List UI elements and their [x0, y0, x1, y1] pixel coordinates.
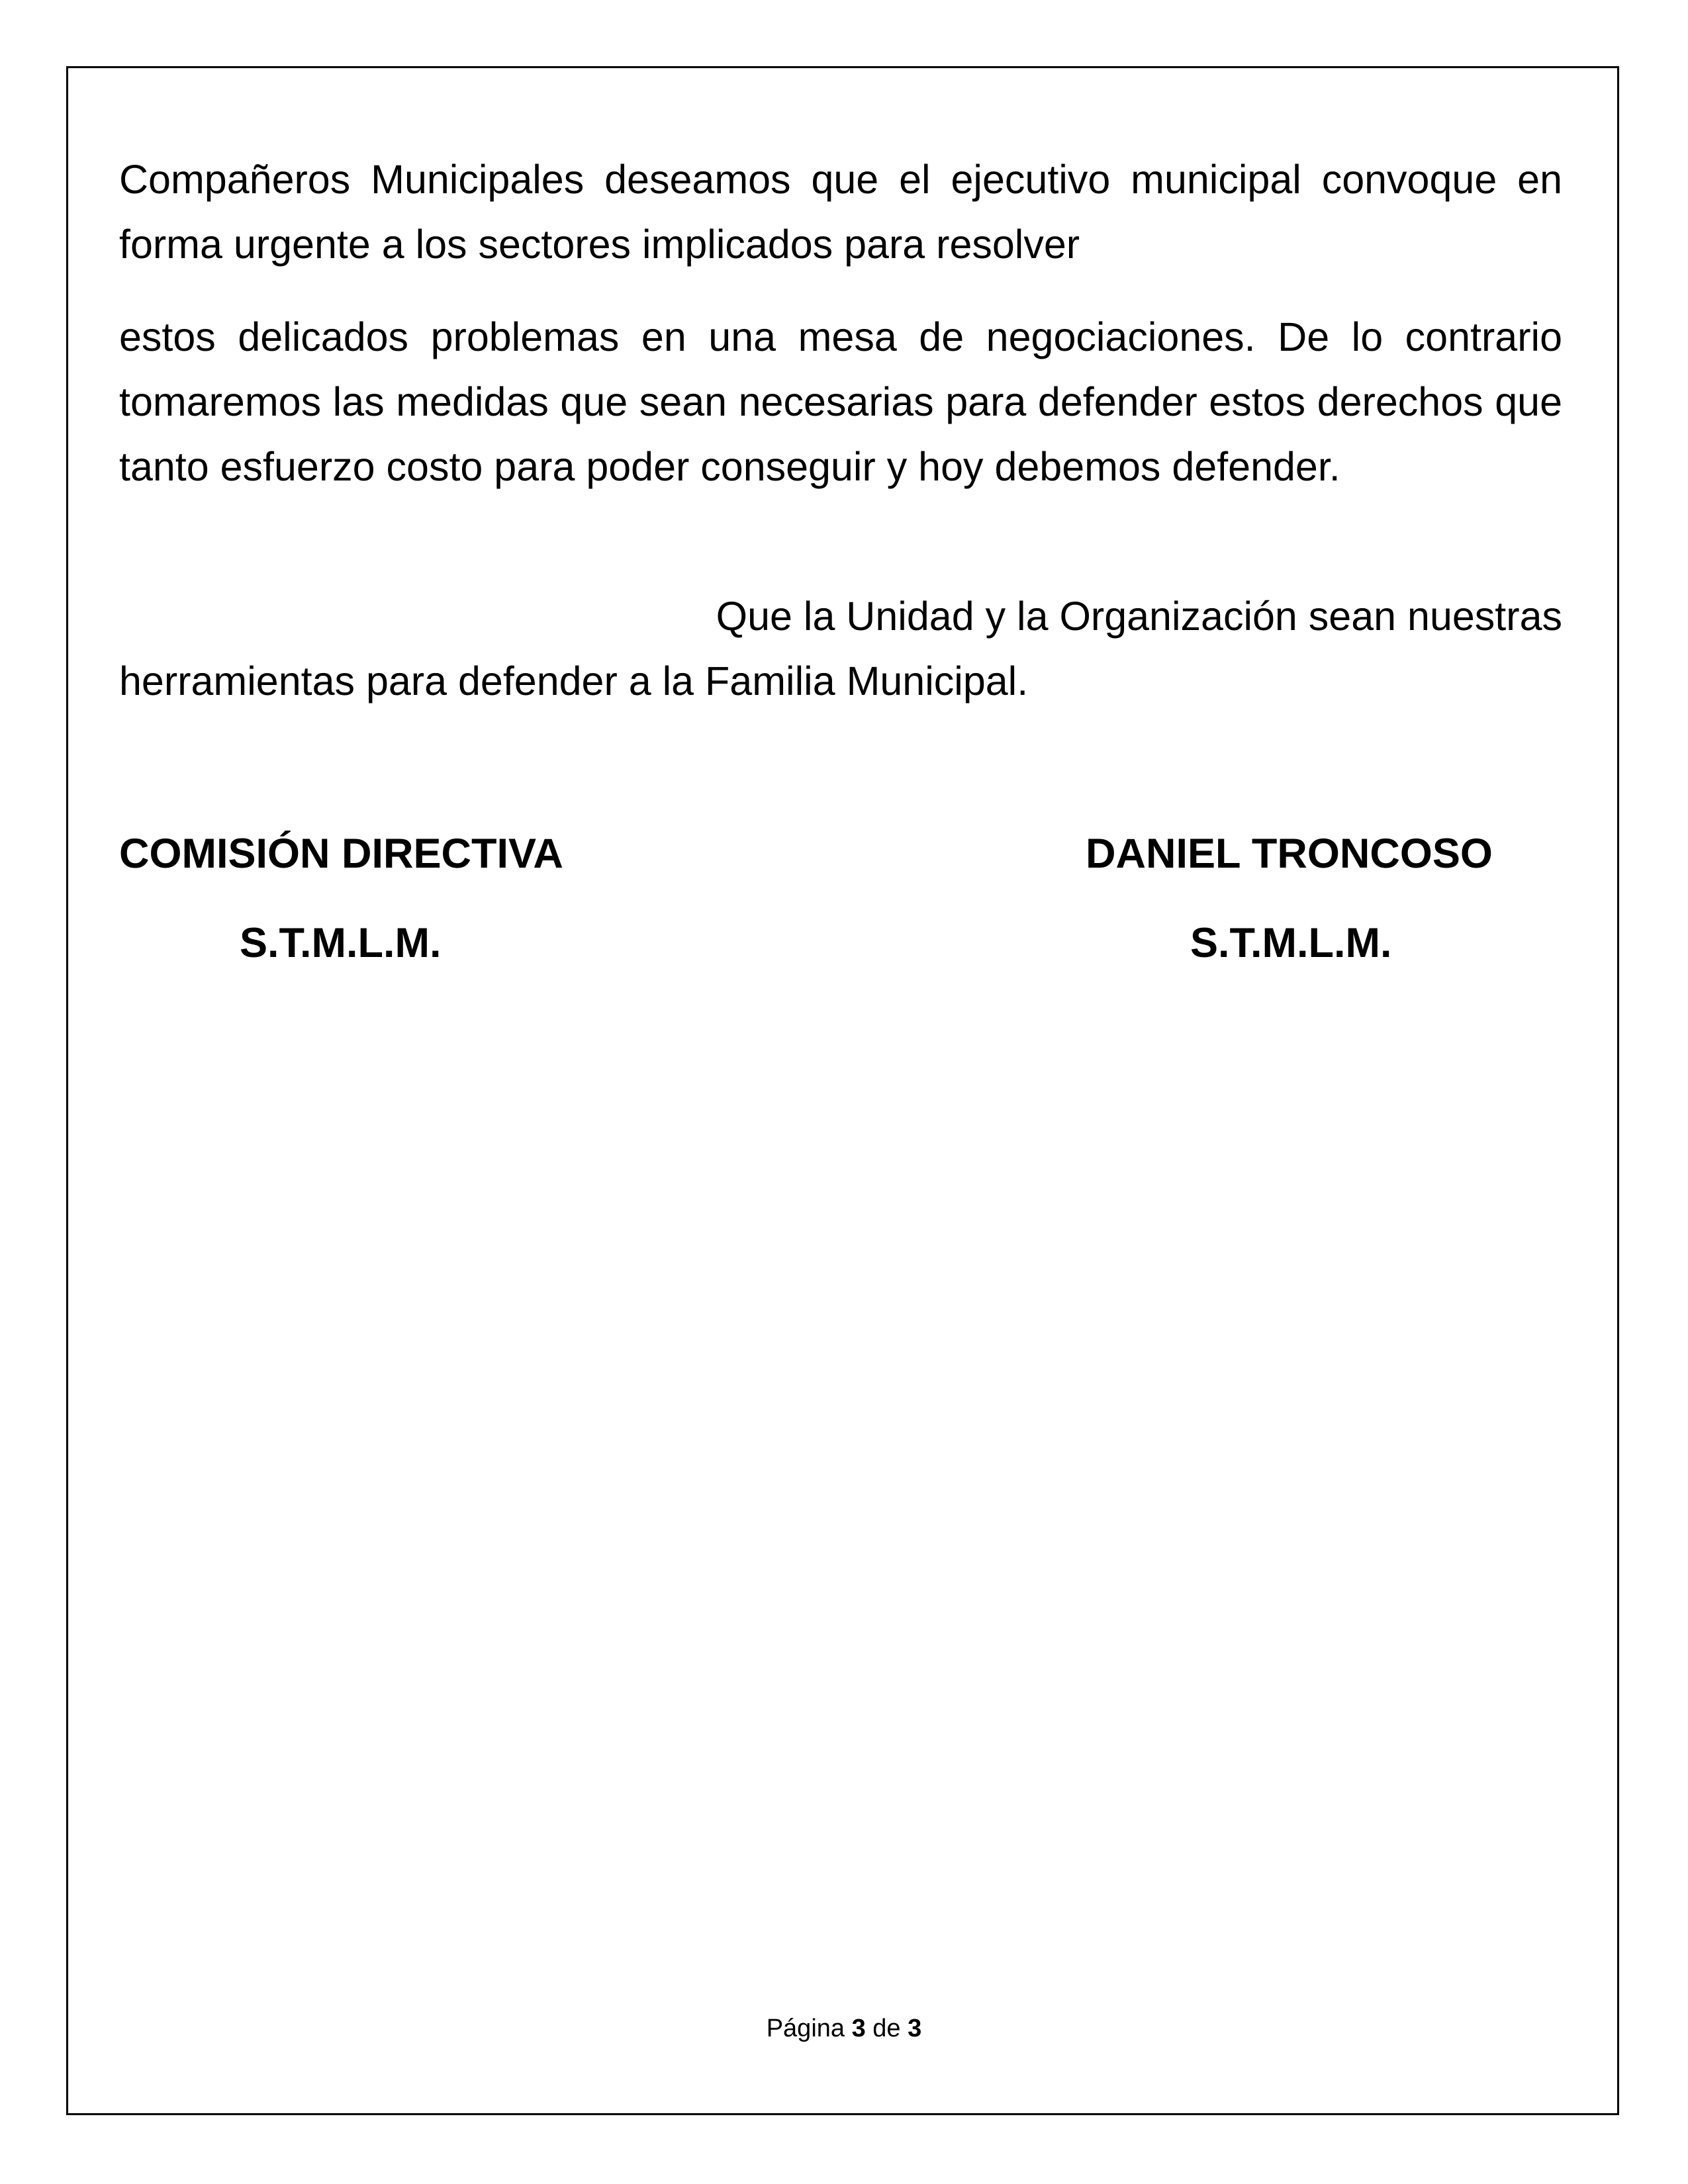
- paragraph-2: estos delicados problemas en una mesa de negociaciones. De lo contrario tomaremos las medidas que sean necesarias para defender estos derechos que tanto esfuerzo costo para poder conseguir y hoy debemos defender.: [119, 314, 1562, 489]
- paragraph-3-line-1: Que la Unidad y la Organización sean nuestras: [716, 594, 1562, 639]
- footer-page-word: Página: [766, 2015, 845, 2042]
- paragraph-1: Compañeros Municipales deseamos que el ejecutivo municipal convoque en forma urgente a los sectores implicados para resolver: [119, 157, 1562, 267]
- signature-right-org: S.T.M.L.M.: [1190, 920, 1392, 966]
- signature-left-title: COMISIÓN DIRECTIVA: [119, 831, 563, 877]
- paragraph-3: [119, 584, 1562, 713]
- page-footer: [0, 2012, 1688, 2045]
- signature-left-org: S.T.M.L.M.: [240, 920, 442, 966]
- footer-of-word: de: [872, 2015, 901, 2042]
- footer-current-page: 3: [851, 2015, 866, 2042]
- paragraph-3-line-2: herramientas para defender a la Familia Municipal.: [119, 659, 1029, 704]
- footer-total-pages: 3: [908, 2015, 922, 2042]
- signature-right-title: DANIEL TRONCOSO: [1086, 831, 1493, 877]
